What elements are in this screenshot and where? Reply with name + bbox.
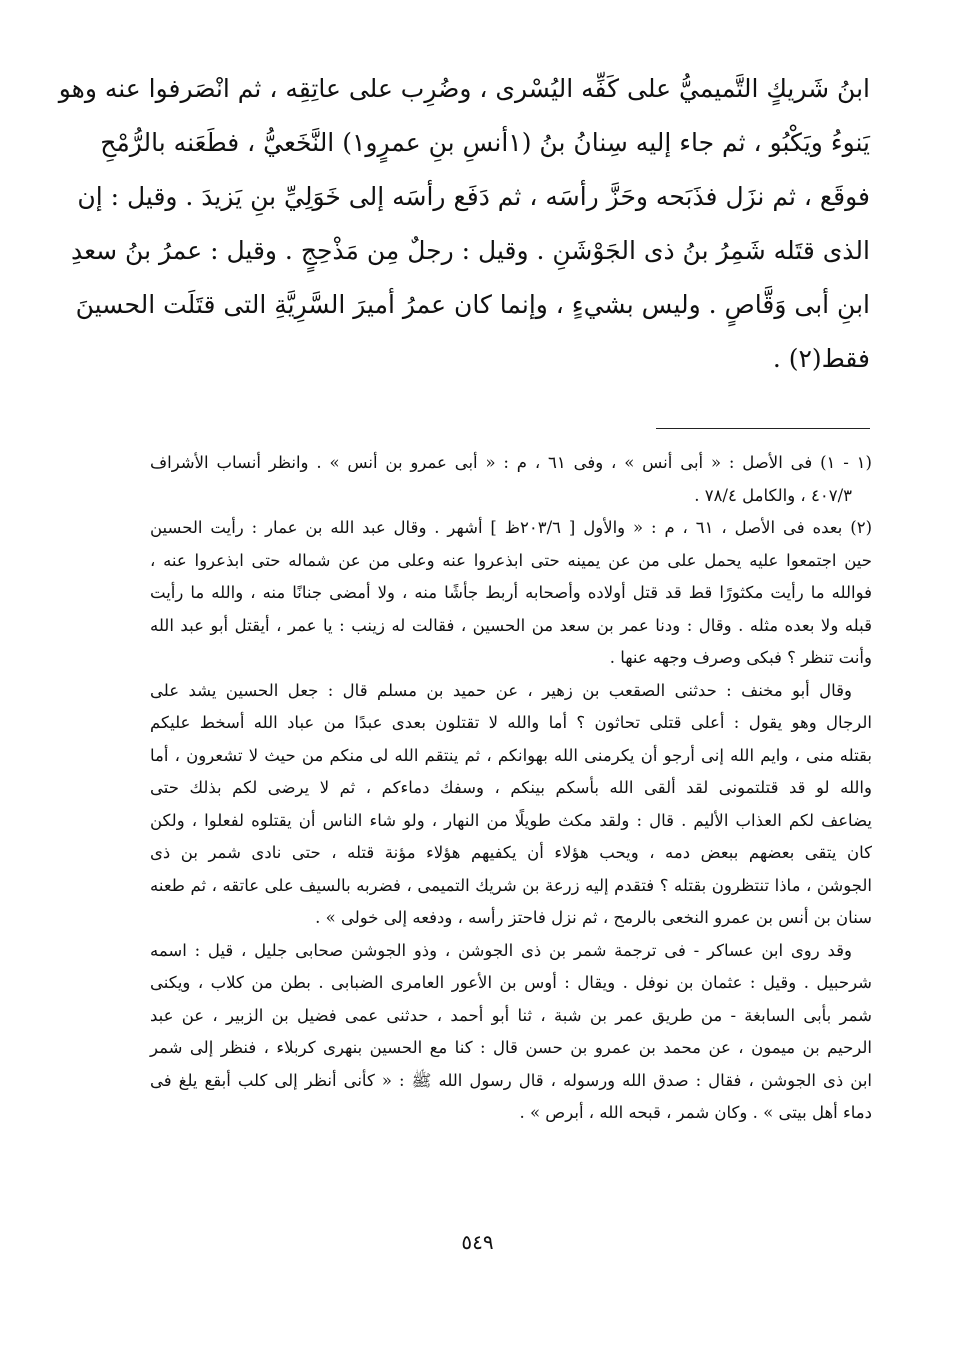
footnote-line: فوالله ما رأيت مكثورًا قط قد قتل أولاده وأصحابه أربط جأشًا منه ، ولا أمضى جنانًا منه ، والله ما رأيت bbox=[150, 583, 872, 602]
footnotes-block bbox=[150, 447, 872, 1130]
footnote-line: الرحيم بن ميمون ، عن محمد بن عمرو بن حسن قال : كنا مع الحسين بنهرى كربلاء ، فنظر إلى شمر bbox=[150, 1038, 872, 1057]
footnote-line: وقال أبو مخنف : حدثنى الصقعب بن زهير ، عن حميد بن مسلم قال : جعل الحسين يشد على bbox=[150, 680, 852, 700]
footnote-line: وقد روى ابن عساكر - فى ترجمة شمر بن ذى الجوشن ، وذو الجوشن صحابى جليل ، قيل : اسمه bbox=[150, 940, 852, 960]
main-text-line: ابنُ شَريكٍ التَّميميُّ على كَفِّه اليُسْرى ، وضُرِب على عاتِقِه ، ثم انْصَرفوا عنه وهو bbox=[58, 74, 870, 103]
footnote-line: حين اجتمعوا عليه يحمل على من عن يمينه حتى ابذعروا عنه وعلى من عن شماله حتى ابذعروا عنه ، bbox=[150, 550, 872, 570]
footnote-line: وأنت تنظر ؟ فبكى وصرف وجهه عنها . bbox=[609, 648, 872, 667]
main-text-line: فقط(٢) . bbox=[772, 344, 870, 373]
footnote-line: شرحبيل . وقيل : عثمان بن نوفل . ويقال : أوس بن الأعور العامرى الضبابى . بطن من كلاب ، ويكنى bbox=[150, 973, 872, 992]
footnote-line: الرجال وهو يقول : أعلى قتلى تحاثون ؟ أما والله لا تقتلون بعدى عبدًا من عباد الله أسخط عليكم bbox=[150, 713, 872, 732]
main-text-block bbox=[58, 62, 870, 386]
footnote-line: والله لو قد قتلتمونى لقد ألقى الله بأسكم بينكم ، وسفك دماءكم ، ثم لا يرضى لكم بذلك حتى bbox=[150, 778, 872, 797]
footnote-line: شمر بأبى السابغة - من طريق عمر بن شبة ، ثنا أبو أحمد ، حدثنى عمى فضيل بن الزبير ، عن عبد bbox=[150, 1005, 872, 1025]
main-text-line: يَنوءُ ويَكْبُو ، ثم جاء إليه سِنانُ بنُ (١أنسِ بنِ عمرٍو١) النَّخَعيُّ ، فطَعَنه بالرُّمْحِ bbox=[100, 128, 870, 157]
page-number: ٥٤٩ bbox=[461, 1230, 494, 1254]
main-text-line: فوقَع ، ثم نزَل فذَبَحه وحَزَّ رأسَه ، ثم دَفَع رأسَه إلى خَوَلِيِّ بنِ يَزيدَ . وقيل : إن bbox=[77, 182, 870, 211]
main-text-line: الذى قتَله شَمِرُ بنُ ذى الجَوْشَنِ . وقيل : رجلٌ مِن مَذْحِجٍ . وقيل : عمرُ بنُ سعدِ bbox=[70, 236, 870, 265]
footnote-line: يضاعف لكم العذاب الأليم . قال : ولقد مكث طويلًا من النهار ، ولو شاء الناس أن يقتلوه لفعلوا ، ولكن bbox=[150, 810, 872, 830]
footnote-line: قبله ولا بعده مثله . وقال : ودنا عمر بن سعد من الحسين ، فقالت له زينب : يا عمر ، أيقتل أبو عبد الله bbox=[150, 615, 872, 635]
footnote-line: ابن ذى الجوشن ، فقال : صدق الله ورسوله ، قال رسول الله ﷺ : « كأنى أنظر إلى كلب أبقع يلغ فى bbox=[150, 1070, 872, 1090]
footnote-separator bbox=[656, 428, 870, 429]
footnote-line: (١ - ١) فى الأصل : « أبى أنس » ، وفى ٦١ ، م : « أبى عمرو بن أنس » . وانظر أنساب الأشراف bbox=[150, 453, 872, 472]
main-text-line: ابنِ أبى وَقَّاصٍ . وليس بشيءٍ ، وإنما كان عمرُ أميرَ السَّرِيَّةِ التى قتَلَت الحسينَ bbox=[75, 290, 870, 319]
footnote-line: الجوشن ، ماذا تنتظرون بقتله ؟ فتقدم إليه زرعة بن شريك التميمى ، فضربه بالسيف على عاتقه ، ثم طعنه bbox=[150, 875, 872, 895]
footnote-line: ٤٠٧/٣ ، والكامل ٧٨/٤ . bbox=[694, 485, 852, 505]
footnote-line: دماء أهل بيتى » . وكان شمر ، قبحه الله ، أبرص » . bbox=[519, 1103, 872, 1122]
footnote-line: (٢) بعده فى الأصل ، ٦١ ، م : « والأول [ ٢٠٣/٦ظ ] أشهر . وقال عبد الله بن عمار : رأيت الحسين bbox=[150, 518, 872, 537]
footnote-line: كان يتقى بعضهم ببعض دمه ، ويحب هؤلاء أن يكفيهم هؤلاء مؤنة قتله ، حتى نادى شمر بن ذى bbox=[150, 843, 872, 862]
footnote-line: سنان بن أنس بن عمرو النخعى بالرمح ، ثم نزل فاحتز رأسه ، ودفعه إلى خولى » . bbox=[315, 908, 872, 927]
footnote-line: بقتله منى ، وايم الله إنى أرجو أن يكرمنى الله بهوانكم ، ثم ينتقم الله لى منكم من حيث لا تشعرون ، أما bbox=[150, 745, 872, 765]
